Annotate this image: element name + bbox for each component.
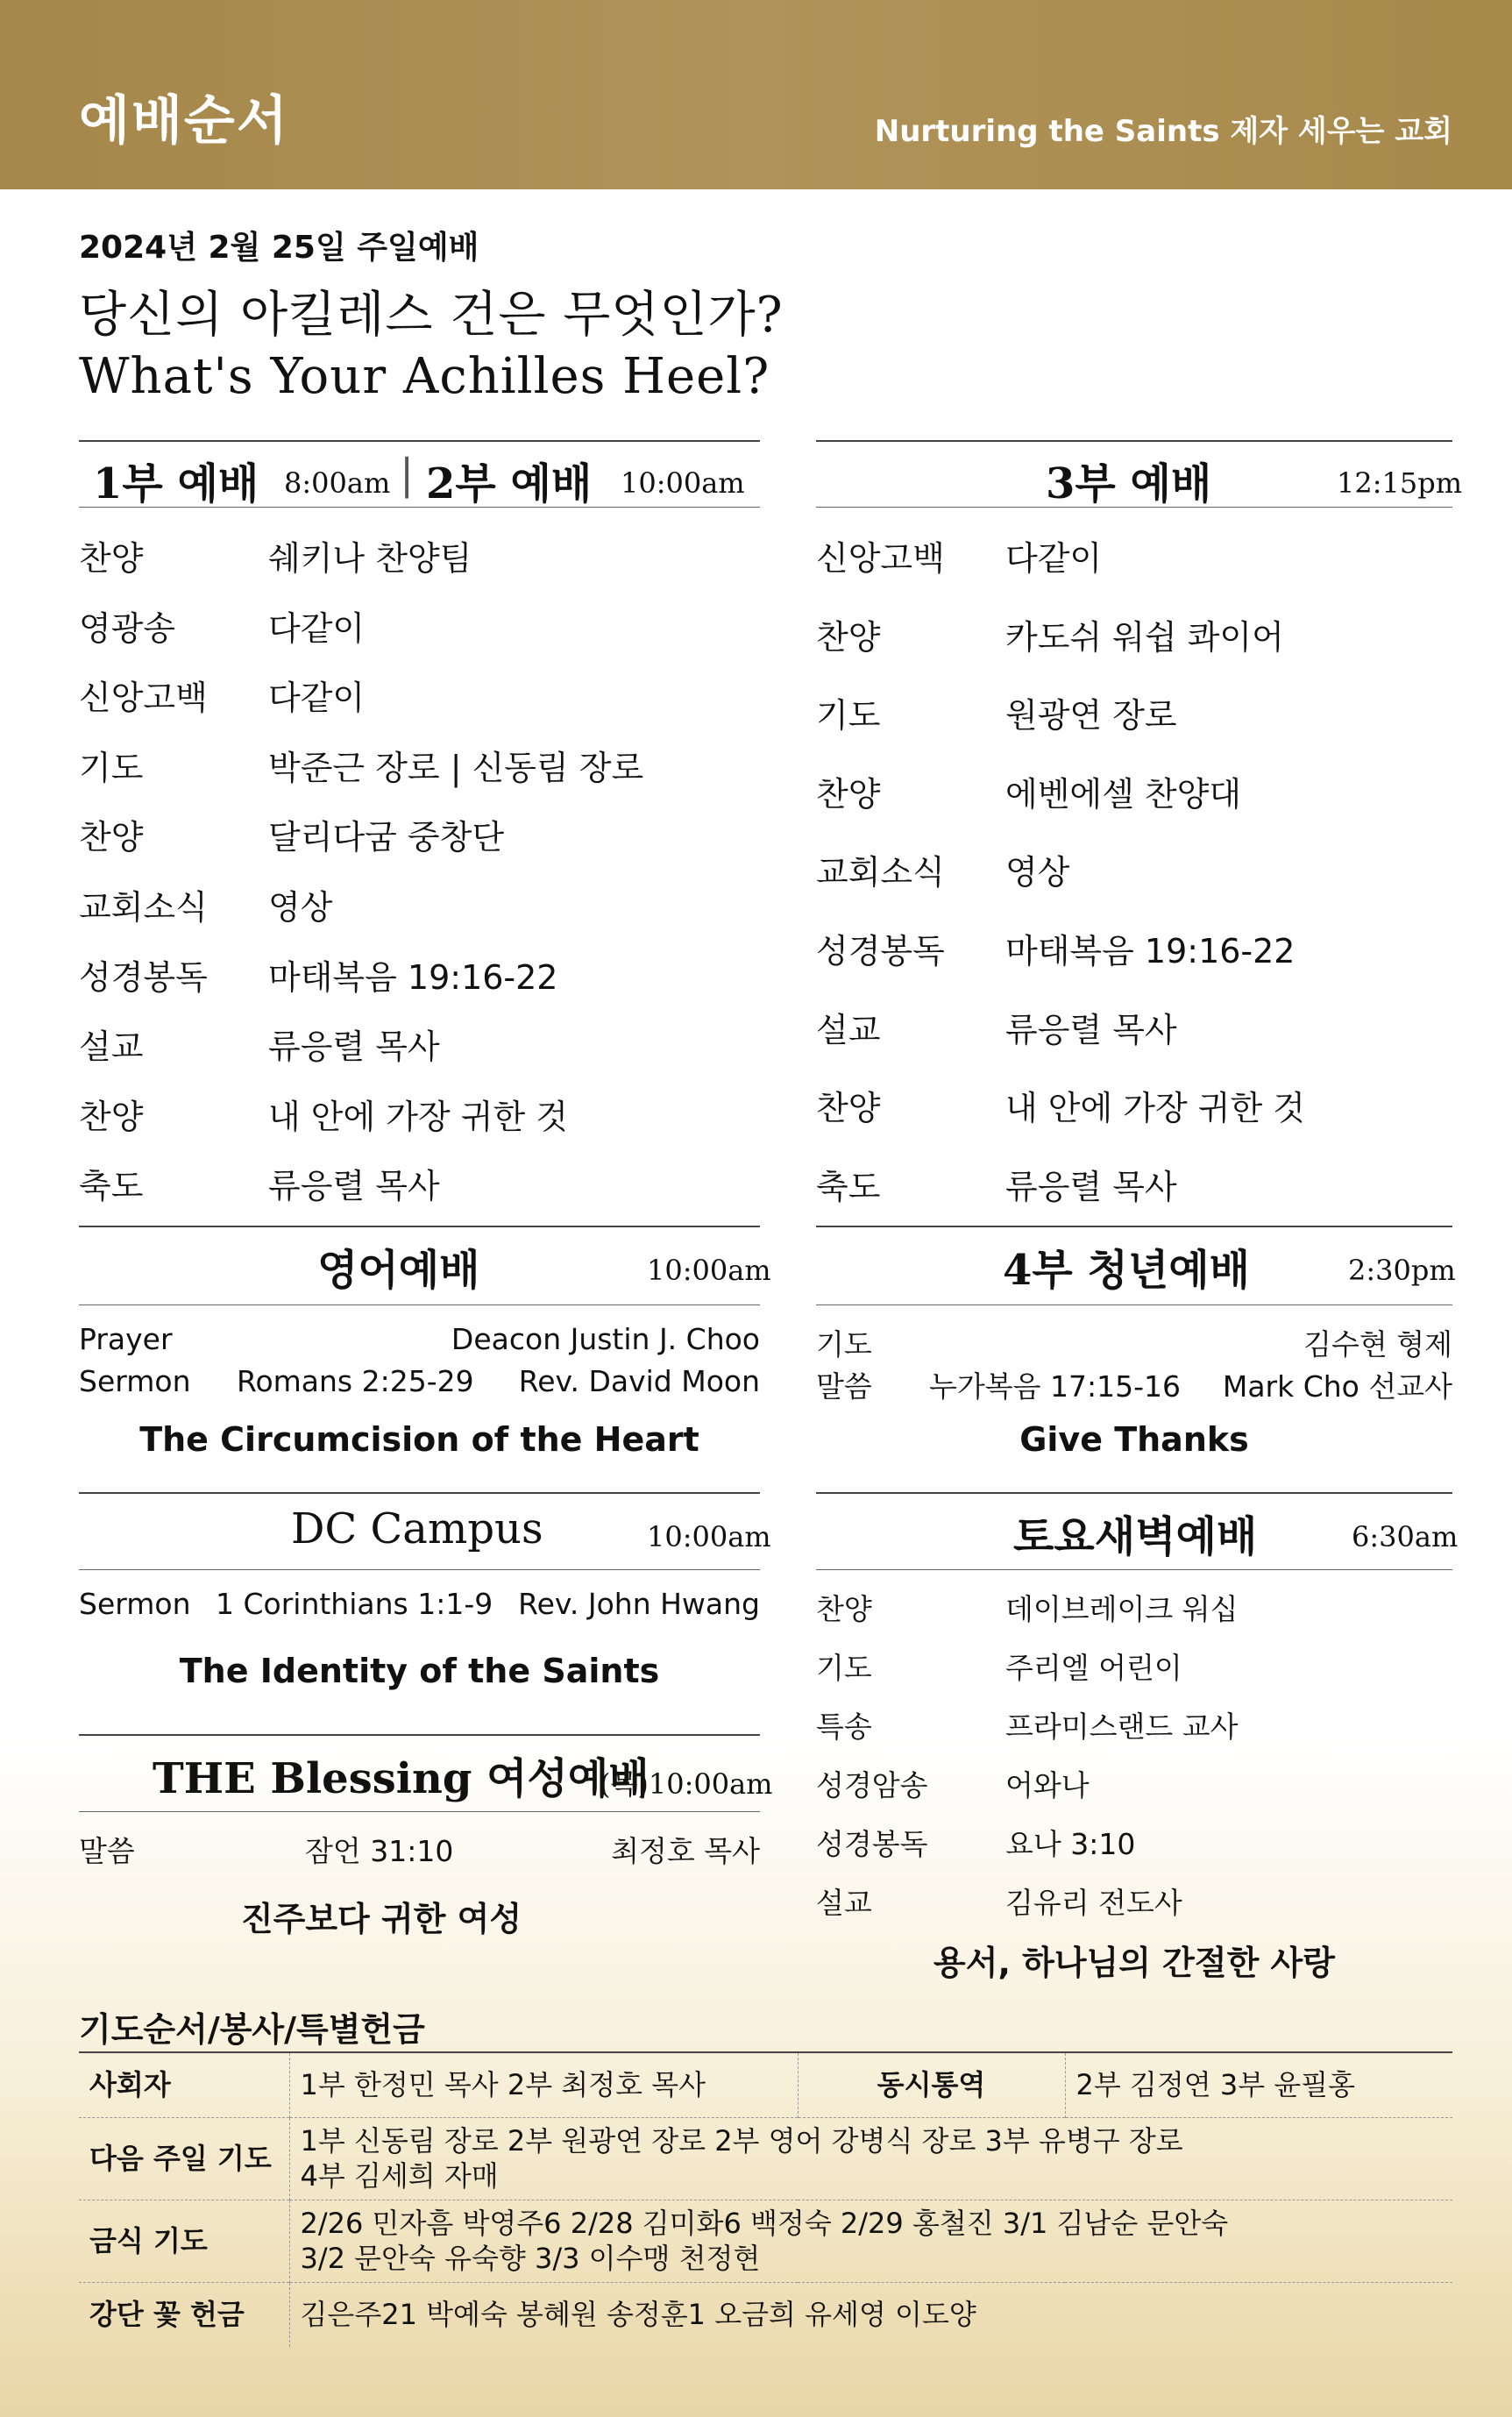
fasting-prayer-value (289, 2200, 1452, 2282)
youth-prayer-label: 기도 (816, 1327, 872, 1361)
blessing-service-time: (목)10:00am (600, 1767, 773, 1801)
service-1-title: 1부 예배 (93, 459, 259, 508)
sermon-title-en: What's Your Achilles Heel? (79, 348, 770, 405)
divider (816, 440, 1452, 442)
order-row (79, 1090, 745, 1136)
order-value: 내 안에 가장 귀한 것 (1005, 1089, 1305, 1128)
interpretation-label: 동시통역 (798, 2052, 1065, 2117)
english-theme: The Circumcision of the Heart (139, 1420, 699, 1459)
dc-sermon-speaker: Rev. John Hwang (518, 1587, 760, 1621)
order-label: 축도 (816, 1167, 881, 1206)
divider (79, 507, 760, 508)
order-label: 기도 (816, 1651, 872, 1685)
divider (79, 1226, 760, 1227)
divider (816, 1226, 1452, 1227)
blessing-theme: 진주보다 귀한 여성 (240, 1900, 522, 1938)
service-date: 2024년 2월 25일 주일예배 (79, 230, 479, 266)
order-value: 류응렬 목사 (1005, 1167, 1177, 1206)
order-row (79, 880, 745, 927)
english-service-title: 영어예배 (317, 1246, 480, 1295)
order-value: 마태복음 19:16-22 (268, 957, 558, 997)
order-value: 영상 (268, 888, 333, 927)
dc-theme: The Identity of the Saints (179, 1652, 660, 1690)
church-motto: Nurturing the Saints 제자 세우는 교회 (874, 114, 1452, 149)
dc-sermon-label: Sermon (79, 1587, 191, 1621)
order-label: 찬양 (79, 539, 144, 578)
order-label: 신앙고백 (79, 679, 208, 718)
altar-flower-label: 강단 꽃 헌금 (79, 2282, 289, 2347)
order-row (79, 810, 745, 857)
dc-campus-time: 10:00am (647, 1520, 771, 1553)
english-sermon-speaker: Rev. David Moon (518, 1364, 760, 1398)
order-value: 박준근 장로 | 신동림 장로 (268, 748, 644, 787)
divider (79, 1492, 760, 1494)
order-value: 김유리 전도사 (1005, 1886, 1182, 1920)
order-value: 주리엘 어린이 (1005, 1651, 1182, 1685)
order-label: 기도 (816, 696, 881, 736)
interpretation-value: 2부 김정연 3부 윤필홍 (1075, 2068, 1356, 2102)
order-row (816, 1646, 1482, 1683)
english-sermon-label: Sermon (79, 1364, 191, 1398)
blessing-passage: 잠언 31:10 (305, 1834, 454, 1868)
fasting-prayer-line: 3/2 문안숙 유숙향 3/3 이수맹 천정현 (300, 2242, 761, 2275)
order-label: 설교 (816, 1010, 881, 1049)
order-label: 신앙고백 (816, 539, 945, 578)
order-row (79, 531, 745, 578)
order-label: 축도 (79, 1167, 144, 1206)
order-value: 프라미스랜드 교사 (1005, 1710, 1239, 1744)
order-value: 달리다굼 중창단 (268, 818, 505, 857)
order-value: 요나 3:10 (1005, 1827, 1136, 1861)
order-row (816, 688, 1482, 736)
service-2-title: 2부 예배 (426, 459, 593, 508)
next-prayer-line: 1부 신동림 장로 2부 원광연 장로 2부 영어 강병식 장로 3부 유병구 장로 (300, 2124, 1183, 2158)
order-row (816, 531, 1482, 578)
next-prayer-value (289, 2117, 1452, 2200)
order-label: 찬양 (816, 1089, 881, 1128)
order-row (816, 1763, 1482, 1801)
order-label: 설교 (816, 1886, 872, 1920)
youth-sermon-label: 말씀 (816, 1369, 872, 1404)
order-value: 원광연 장로 (1005, 696, 1177, 736)
order-row (79, 671, 745, 718)
host-value: 1부 한정민 목사 2부 최정호 목사 (300, 2068, 706, 2102)
order-row (816, 1587, 1482, 1624)
order-value: 류응렬 목사 (268, 1167, 440, 1206)
order-label: 찬양 (816, 617, 881, 657)
english-prayer-value: Deacon Justin J. Choo (451, 1322, 760, 1356)
order-value: 내 안에 가장 귀한 것 (268, 1097, 568, 1136)
order-row (816, 1081, 1482, 1128)
order-row (816, 1822, 1482, 1859)
table-row (79, 2117, 1452, 2200)
order-value: 류응렬 목사 (1005, 1010, 1177, 1049)
youth-service-time: 2:30pm (1348, 1254, 1456, 1287)
divider (79, 1811, 760, 1812)
order-label: 찬양 (79, 818, 144, 857)
order-label: 성경봉독 (816, 932, 945, 970)
youth-sermon-speaker: Mark Cho 선교사 (1222, 1369, 1452, 1404)
order-label: 특송 (816, 1710, 872, 1744)
order-value: 쉐키나 찬양팀 (268, 539, 472, 578)
blessing-speaker: 최정호 목사 (611, 1834, 760, 1868)
order-row (816, 924, 1482, 970)
prayer-table (79, 2051, 1452, 2347)
divider (816, 507, 1452, 508)
divider (79, 1304, 760, 1305)
order-label: 성경봉독 (79, 957, 208, 997)
service-3-time: 12:15pm (1337, 466, 1463, 500)
youth-theme: Give Thanks (1019, 1420, 1249, 1459)
order-row (816, 1880, 1482, 1918)
header-banner (0, 0, 1512, 189)
next-prayer-label: 다음 주일 기도 (79, 2117, 289, 2200)
order-value: 다같이 (268, 608, 366, 648)
fasting-prayer-label: 금식 기도 (79, 2200, 289, 2282)
order-value: 에벤에셀 찬양대 (1005, 774, 1242, 814)
sermon-title-ko: 당신의 아킬레스 건은 무엇인가? (79, 287, 784, 344)
order-value: 마태복음 19:16-22 (1005, 932, 1295, 970)
order-value: 다같이 (268, 679, 366, 718)
order-row (816, 767, 1482, 814)
order-value: 어와나 (1005, 1768, 1090, 1802)
service-1-time: 8:00am (284, 466, 391, 500)
english-sermon-passage: Romans 2:25-29 (237, 1364, 474, 1398)
order-value: 데이브레이크 워십 (1005, 1592, 1239, 1626)
saturday-service-title: 토요새벽예배 (1013, 1512, 1258, 1561)
order-value: 영상 (1005, 853, 1070, 892)
divider (79, 440, 760, 442)
saturday-theme: 용서, 하나님의 간절한 사랑 (933, 1944, 1335, 1982)
english-service-time: 10:00am (647, 1254, 771, 1287)
order-row (816, 1160, 1482, 1206)
order-value: 다같이 (1005, 539, 1103, 578)
order-label: 설교 (79, 1027, 144, 1067)
order-label: 찬양 (816, 1592, 872, 1626)
page-title: 예배순서 (79, 90, 289, 152)
prayer-section-heading: 기도순서/봉사/특별헌금 (79, 2010, 425, 2049)
youth-service-title: 4부 청년예배 (1003, 1246, 1250, 1295)
order-value: 류응렬 목사 (268, 1027, 440, 1067)
youth-sermon-passage: 누가복음 17:15-16 (929, 1369, 1182, 1404)
saturday-service-time: 6:30am (1352, 1520, 1459, 1553)
fasting-prayer-line: 2/26 민자흠 박영주6 2/28 김미화6 백정숙 2/29 홍철진 3/1 김남순 문안숙 (300, 2207, 1229, 2240)
divider (79, 1734, 760, 1736)
order-row (816, 1704, 1482, 1742)
blessing-service-title: THE Blessing 여성예배 (153, 1754, 650, 1803)
blessing-label: 말씀 (79, 1834, 135, 1868)
order-row (79, 1020, 745, 1067)
order-label: 찬양 (816, 774, 881, 814)
divider (816, 1492, 1452, 1494)
table-row (79, 2282, 1452, 2347)
divider (816, 1304, 1452, 1305)
divider (79, 1569, 760, 1570)
order-label: 성경암송 (816, 1768, 928, 1802)
dc-sermon-passage: 1 Corinthians 1:1-9 (216, 1587, 493, 1621)
order-label: 찬양 (79, 1097, 144, 1136)
service-2-time: 10:00am (621, 466, 745, 500)
order-row (816, 610, 1482, 657)
service-3-title: 3부 예배 (1046, 459, 1212, 508)
order-row (79, 601, 745, 648)
order-label: 교회소식 (79, 888, 208, 927)
order-row (79, 950, 745, 997)
altar-flower-value: 김은주21 박예숙 봉혜원 송정훈1 오금희 유세영 이도양 (300, 2298, 976, 2332)
sermon-title (79, 285, 784, 408)
order-value: 카도쉬 워쉽 콰이어 (1005, 617, 1284, 657)
order-label: 영광송 (79, 608, 176, 648)
order-row (816, 1003, 1482, 1049)
english-prayer-label: Prayer (79, 1322, 173, 1356)
table-row (79, 2052, 1452, 2117)
service-separator: | (400, 450, 415, 499)
youth-prayer-value: 김수현 형제 (1303, 1327, 1452, 1361)
host-label: 사회자 (79, 2052, 289, 2117)
order-label: 교회소식 (816, 853, 945, 892)
dc-campus-title: DC Campus (291, 1504, 543, 1553)
next-prayer-line: 4부 김세희 자매 (300, 2159, 499, 2193)
divider (816, 1569, 1452, 1570)
order-row (816, 845, 1482, 892)
order-row (79, 741, 745, 787)
order-label: 성경봉독 (816, 1827, 928, 1861)
order-row (79, 1159, 745, 1206)
order-label: 기도 (79, 748, 144, 787)
table-row (79, 2200, 1452, 2282)
